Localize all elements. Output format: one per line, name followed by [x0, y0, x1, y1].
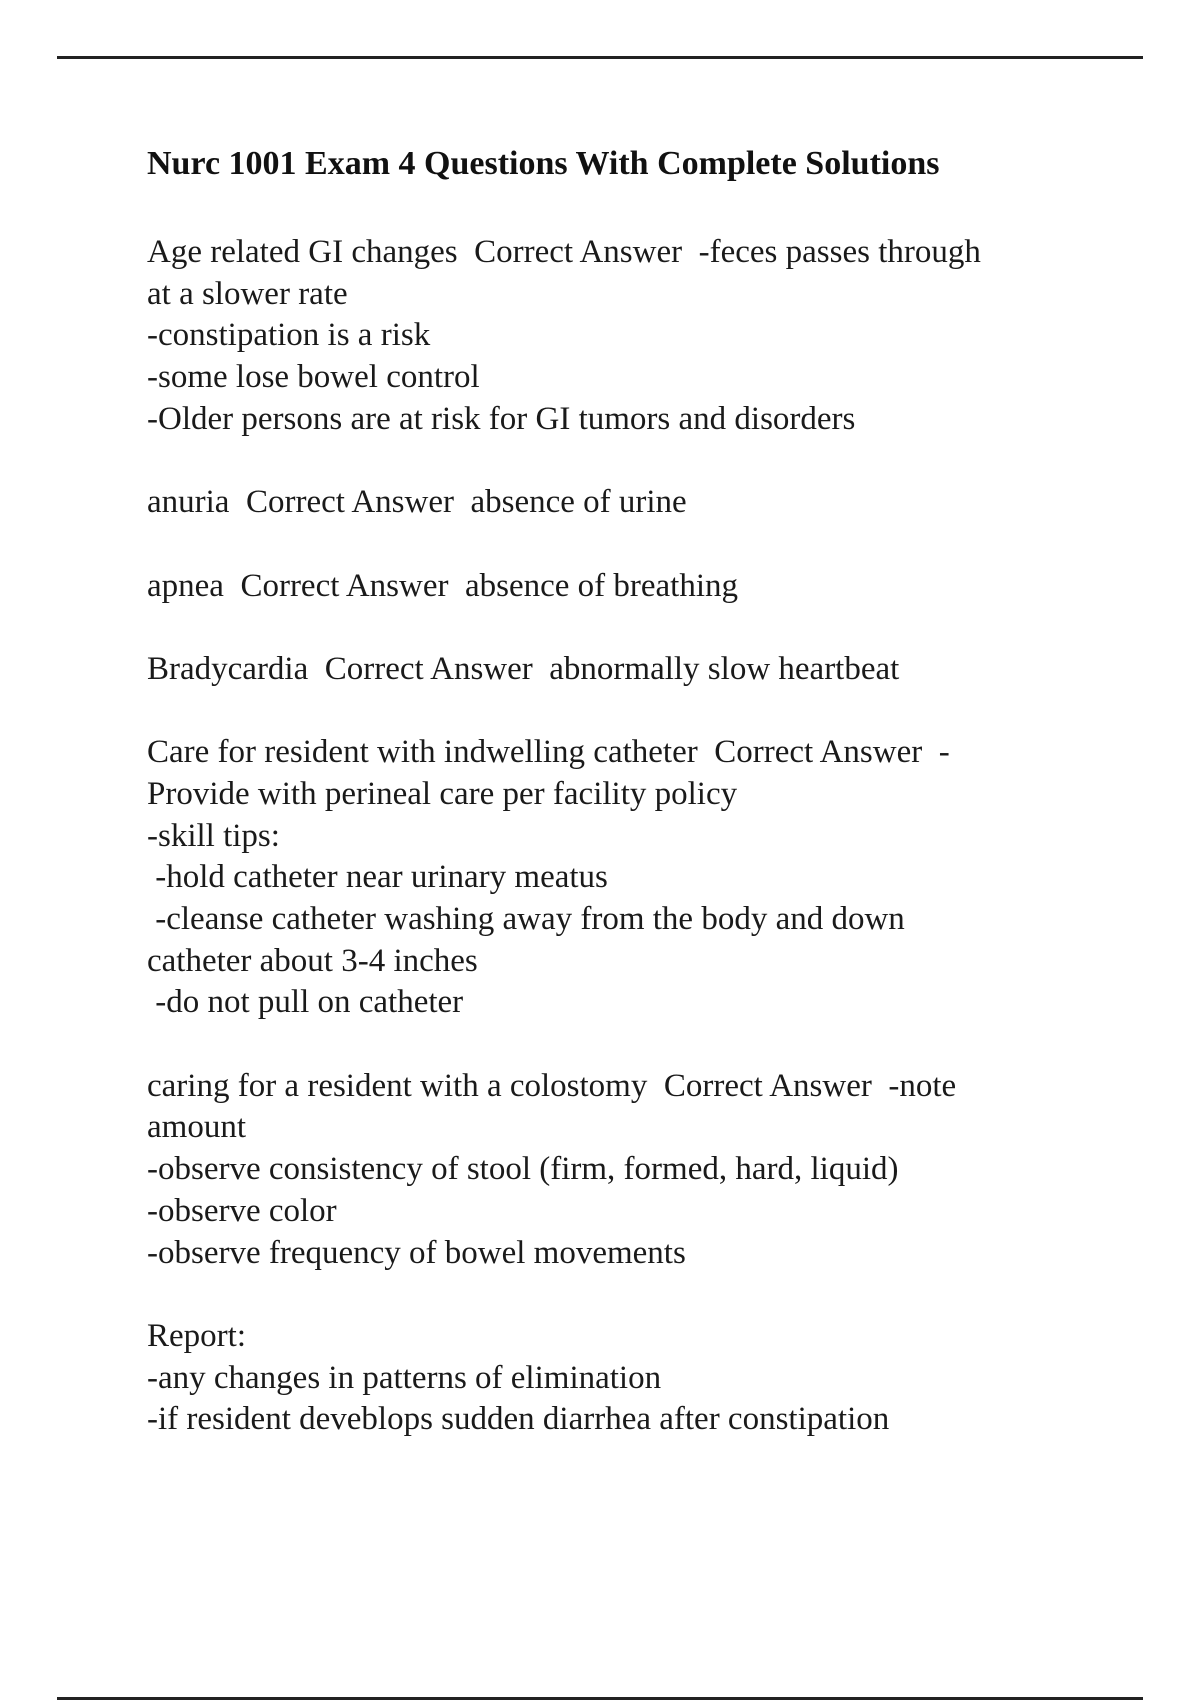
text-line: -observe consistency of stool (firm, formed, hard, liquid): [147, 1151, 899, 1188]
blank-line: [147, 1024, 981, 1066]
text-line: -observe color: [147, 1192, 337, 1229]
text-line: amount: [147, 1109, 246, 1146]
blank-line: [147, 691, 981, 733]
text-line: -some lose bowel control: [147, 359, 480, 396]
text-line: Age related GI changes Correct Answer -feces passes through: [147, 234, 981, 270]
text-line: Bradycardia Correct Answer abnormally slow heartbeat: [147, 650, 900, 687]
text-line: at a slower rate: [147, 275, 348, 312]
text-line: -if resident deveblops sudden diarrhea after constipation: [147, 1401, 890, 1438]
blank-line: [147, 524, 981, 566]
text-line: Care for resident with indwelling catheter Correct Answer -: [147, 734, 950, 771]
text-line: -do not pull on catheter: [147, 984, 464, 1021]
text-line: -observe frequency of bowel movements: [147, 1234, 686, 1271]
text-line: Report:: [147, 1317, 246, 1354]
text-line: -Older persons are at risk for GI tumors and disorders: [147, 400, 856, 437]
text-line: apnea Correct Answer absence of breathing: [147, 567, 739, 604]
text-line: -skill tips:: [147, 817, 280, 854]
blank-line: [147, 440, 981, 482]
text-line: -hold catheter near urinary meatus: [147, 859, 608, 896]
text-line: -constipation is a risk: [147, 317, 431, 354]
document-title: Nurc 1001 Exam 4 Questions With Complete Solutions: [147, 145, 940, 182]
text-line: caring for a resident with a colostomy Correct Answer -note: [147, 1067, 957, 1104]
text-line: catheter about 3-4 inches: [147, 942, 478, 979]
blank-line: [147, 1274, 981, 1316]
text-line: -any changes in patterns of elimination: [147, 1359, 662, 1396]
header-rule: [57, 56, 1143, 59]
text-line: anuria Correct Answer absence of urine: [147, 484, 687, 521]
document-body: [147, 232, 981, 1441]
text-line: Provide with perineal care per facility policy: [147, 775, 738, 812]
blank-line: [147, 607, 981, 649]
text-line: -cleanse catheter washing away from the body and down: [147, 901, 905, 937]
